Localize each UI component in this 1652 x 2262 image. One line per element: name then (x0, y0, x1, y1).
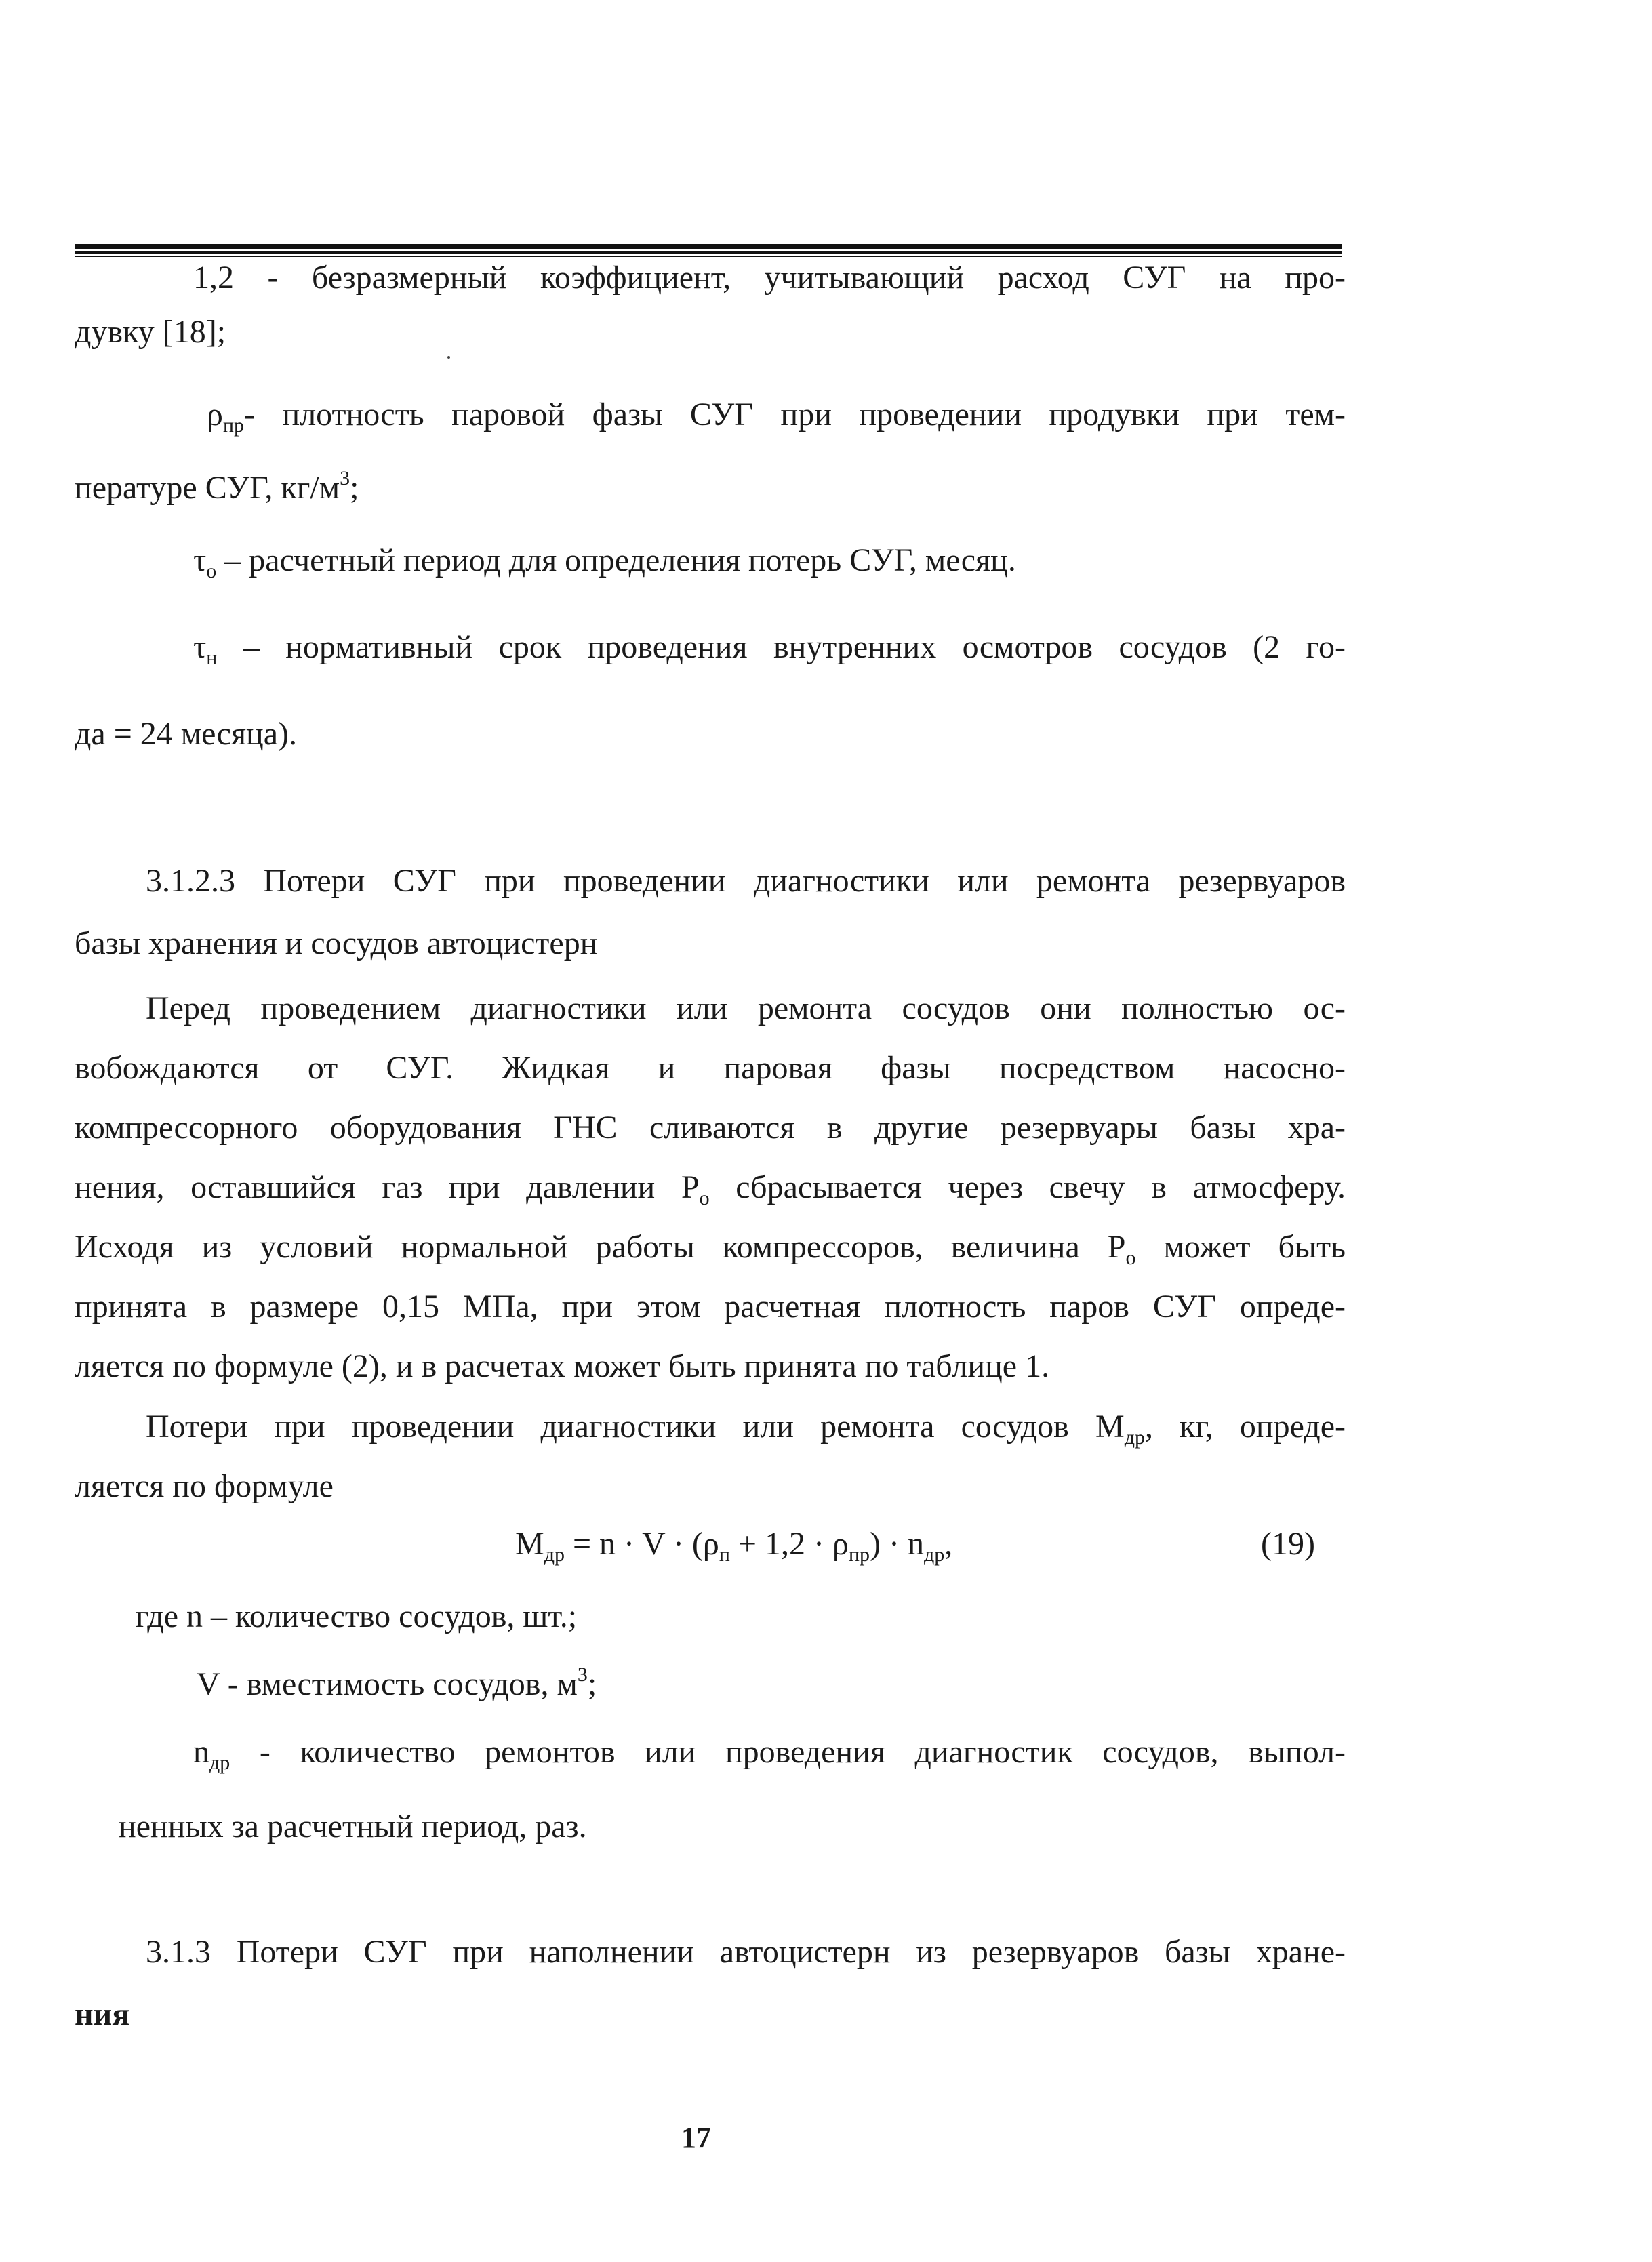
def-tau-o: $\tau_о$ – расчетный период для определения потерь СУГ, месяц. (193, 542, 1016, 582)
para1-line2: вобождаются от СУГ. Жидкая и паровая фазы посредством насосно- (75, 1050, 1346, 1086)
rho-symbol: $\rho_{пр}$ (207, 397, 245, 437)
section-313-heading-line1: 3.1.3 Потери СУГ при наполнении автоцистерн из резервуаров базы хране- (146, 1934, 1346, 1970)
def-v: V - вместимость сосудов, $м^3$; (197, 1663, 597, 1702)
def-coef-line2: дувку [18]; (75, 314, 226, 350)
para1-line4: нения, оставшийся газ при давлении $P_o$ сбрасывается через свечу в атмосферу. (75, 1169, 1346, 1209)
para2-line2: ляется по формуле (75, 1468, 334, 1504)
def-ndr-line1: $n_{др}$ - количество ремонтов или проведения диагностик сосудов, выпол- (193, 1734, 1346, 1774)
para1-line3: компрессорного оборудования ГНС сливаются в другие резервуары базы хра- (75, 1110, 1346, 1146)
def-rho-line2: пературе СУГ, $кг/м^3$; (75, 467, 359, 506)
section-3123-heading-line1: 3.1.2.3 Потери СУГ при проведении диагностики или ремонта резервуаров (146, 863, 1346, 899)
formula-19: $M_{др} = n \cdot V \cdot (\rho_п + 1,2 \cdot \rho_{пр}) \cdot n_{др}$, (515, 1526, 953, 1566)
def-n: где n – количество сосудов, шт.; (136, 1598, 578, 1634)
header-rule-thick (75, 244, 1342, 249)
def-tau-n-line2: да = 24 месяца). (75, 716, 298, 752)
page-number: 17 (681, 2121, 711, 2154)
para1-line7: ляется по формуле (2), и в расчетах может быть принята по таблице 1. (75, 1348, 1050, 1384)
def-ndr-line2: ненных за расчетный период, раз. (119, 1809, 587, 1844)
def-tau-n-line1: $\tau_н$ – нормативный срок проведения внутренних осмотров сосудов (2 го- (193, 629, 1346, 669)
def-rho-line1: $\rho_{пр}-$ плотность паровой фазы СУГ при проведении продувки при тем- (207, 397, 1346, 437)
para1-line5: Исходя из условий нормальной работы компрессоров, величина $P_o$ может быть (75, 1229, 1346, 1269)
header-rule-thin (75, 256, 1342, 257)
para2-line1: Потери при проведении диагностики или ремонта сосудов $M_{др}$, кг, опреде- (146, 1409, 1346, 1449)
scan-speck (447, 356, 450, 359)
para1-line6: принята в размере 0,15 МПа, при этом расчетная плотность паров СУГ опреде- (75, 1289, 1346, 1325)
section-313-heading-line2: ния (75, 1996, 130, 2032)
def-coef-line1: 1,2 - безразмерный коэффициент, учитывающий расход СУГ на про- (193, 260, 1346, 296)
header-rule-mid (75, 251, 1342, 254)
section-3123-heading-line2: базы хранения и сосудов автоцистерн (75, 925, 598, 961)
formula-number: (19) (1261, 1526, 1315, 1562)
para1-line1: Перед проведением диагностики или ремонта сосудов они полностью ос- (146, 990, 1346, 1026)
